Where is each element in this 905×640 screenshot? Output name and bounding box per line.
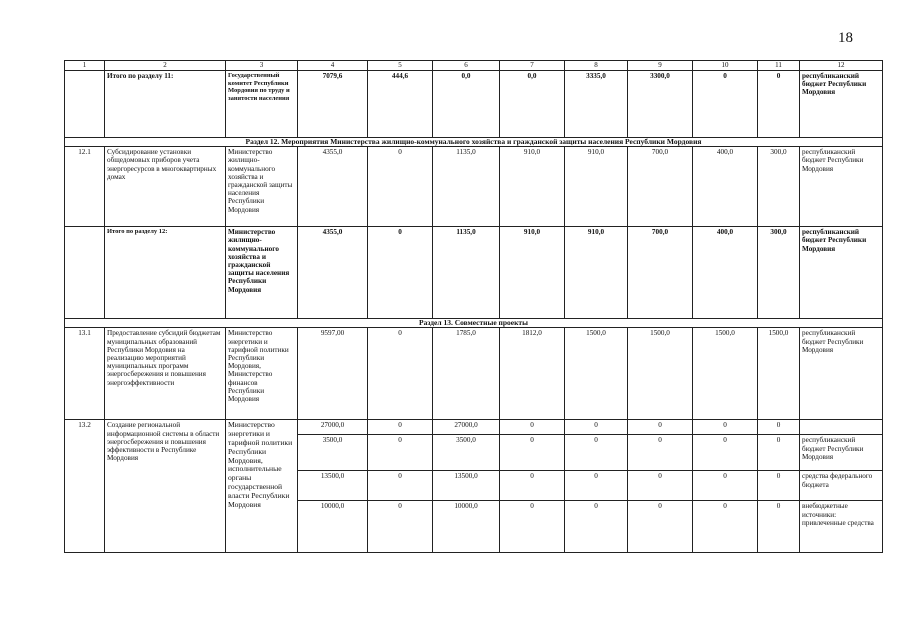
total-label: Итого по разделу 11: <box>105 71 226 138</box>
value-cell: 300,0 <box>758 147 800 227</box>
value-cell: 1500,0 <box>628 328 693 420</box>
funding-source-cell: республиканский бюджет Республики Мордовия <box>800 435 883 471</box>
value-cell: 0 <box>368 227 433 319</box>
activity-name: Создание региональной информационной системы в области энергосбережения и повышения эффективности в Республике Мордовия <box>105 420 226 553</box>
section-heading: Раздел 12. Мероприятия Министерства жилищно-коммунального хозяйства и гражданской защиты населения Республики Мордовия <box>65 138 883 147</box>
value-cell: 9597,00 <box>298 328 368 420</box>
value-cell: 0,0 <box>500 71 565 138</box>
value-cell: 700,0 <box>628 227 693 319</box>
activity-name: Субсидирование установки общедомовых приборов учета энергоресурсов в многоквартирных домах <box>105 147 226 227</box>
executor-cell: Министерство жилищно-коммунального хозяйства и гражданской защиты населения Республики Мордовия <box>226 147 298 227</box>
funding-source-cell: средства федерального бюджета <box>800 471 883 501</box>
section-13-heading-row <box>65 319 883 328</box>
value-cell: 1135,0 <box>433 147 500 227</box>
value-cell: 0 <box>758 420 800 435</box>
executor-cell: Министерство жилищно-коммунального хозяйства и гражданской защиты населения Республики Мордовия <box>226 227 298 319</box>
value-cell: 0 <box>758 501 800 553</box>
table-row <box>65 420 883 435</box>
value-cell: 1135,0 <box>433 227 500 319</box>
value-cell: 3300,0 <box>628 71 693 138</box>
value-cell: 0 <box>628 501 693 553</box>
value-cell: 700,0 <box>628 147 693 227</box>
value-cell: 0 <box>500 435 565 471</box>
value-cell: 0 <box>693 501 758 553</box>
value-cell: 1785,0 <box>433 328 500 420</box>
funding-source-cell: республиканский бюджет Республики Мордовия <box>800 71 883 138</box>
value-cell: 0,0 <box>433 71 500 138</box>
value-cell: 0 <box>368 471 433 501</box>
funding-source-cell: внебюджетные источники: привлеченные средства <box>800 501 883 553</box>
value-cell: 0 <box>368 501 433 553</box>
column-number: 7 <box>500 61 565 71</box>
executor-cell: Министерство энергетики и тарифной политики Республики Мордовия, исполнительные органы государственной власти Республики Мордовия <box>226 420 298 553</box>
value-cell: 4355,0 <box>298 227 368 319</box>
total-label: Итого по разделу 12: <box>105 227 226 319</box>
value-cell: 0 <box>565 420 628 435</box>
section-heading: Раздел 13. Совместные проекты <box>65 319 883 328</box>
value-cell: 0 <box>565 471 628 501</box>
column-number: 2 <box>105 61 226 71</box>
value-cell: 444,6 <box>368 71 433 138</box>
value-cell: 0 <box>368 147 433 227</box>
value-cell: 0 <box>565 501 628 553</box>
row-number: 13.2 <box>65 420 105 553</box>
funding-source-cell: республиканский бюджет Республики Мордовия <box>800 227 883 319</box>
value-cell: 400,0 <box>693 147 758 227</box>
funding-source-cell <box>800 420 883 435</box>
value-cell: 1812,0 <box>500 328 565 420</box>
value-cell: 0 <box>758 471 800 501</box>
value-cell: 0 <box>368 328 433 420</box>
row-number: 13.1 <box>65 328 105 420</box>
value-cell: 0 <box>628 471 693 501</box>
value-cell: 4355,0 <box>298 147 368 227</box>
row-number <box>65 71 105 138</box>
column-number: 9 <box>628 61 693 71</box>
column-number: 4 <box>298 61 368 71</box>
value-cell: 1500,0 <box>565 328 628 420</box>
value-cell: 27000,0 <box>433 420 500 435</box>
value-cell: 0 <box>758 435 800 471</box>
value-cell: 910,0 <box>565 147 628 227</box>
value-cell: 910,0 <box>500 147 565 227</box>
column-number: 11 <box>758 61 800 71</box>
program-table <box>64 60 883 553</box>
total-row-section-12 <box>65 227 883 319</box>
value-cell: 0 <box>500 501 565 553</box>
value-cell: 10000,0 <box>298 501 368 553</box>
value-cell: 0 <box>500 471 565 501</box>
value-cell: 0 <box>693 471 758 501</box>
value-cell: 0 <box>693 435 758 471</box>
value-cell: 0 <box>628 420 693 435</box>
value-cell: 10000,0 <box>433 501 500 553</box>
table-row <box>65 147 883 227</box>
row-number: 12.1 <box>65 147 105 227</box>
value-cell: 3335,0 <box>565 71 628 138</box>
activity-name: Предоставление субсидий бюджетам муниципальных образований Республики Мордовия на реализацию мероприятий муниципальных программ энергосбережения и повышения энергоэффективности <box>105 328 226 420</box>
value-cell: 0 <box>758 71 800 138</box>
column-number: 8 <box>565 61 628 71</box>
funding-source-cell: республиканский бюджет Республики Мордовия <box>800 328 883 420</box>
column-number: 12 <box>800 61 883 71</box>
value-cell: 7079,6 <box>298 71 368 138</box>
section-12-heading-row <box>65 138 883 147</box>
page-number: 18 <box>838 30 853 46</box>
funding-source-cell: республиканский бюджет Республики Мордовия <box>800 147 883 227</box>
value-cell: 13500,0 <box>298 471 368 501</box>
value-cell: 3500,0 <box>298 435 368 471</box>
table-row <box>65 328 883 420</box>
executor-cell: Государственный комитет Республики Мордовия по труду и занятости населения <box>226 71 298 138</box>
column-number: 3 <box>226 61 298 71</box>
value-cell: 13500,0 <box>433 471 500 501</box>
value-cell: 0 <box>628 435 693 471</box>
value-cell: 0 <box>565 435 628 471</box>
value-cell: 0 <box>368 420 433 435</box>
value-cell: 0 <box>500 420 565 435</box>
column-number: 5 <box>368 61 433 71</box>
value-cell: 1500,0 <box>693 328 758 420</box>
value-cell: 300,0 <box>758 227 800 319</box>
column-number: 10 <box>693 61 758 71</box>
value-cell: 0 <box>693 420 758 435</box>
value-cell: 0 <box>368 435 433 471</box>
column-number: 6 <box>433 61 500 71</box>
value-cell: 1500,0 <box>758 328 800 420</box>
value-cell: 910,0 <box>500 227 565 319</box>
executor-cell: Министерство энергетики и тарифной политики Республики Мордовия, Министерство финансов Республики Мордовия <box>226 328 298 420</box>
value-cell: 400,0 <box>693 227 758 319</box>
value-cell: 0 <box>693 71 758 138</box>
value-cell: 27000,0 <box>298 420 368 435</box>
value-cell: 3500,0 <box>433 435 500 471</box>
column-number: 1 <box>65 61 105 71</box>
row-number <box>65 227 105 319</box>
column-number-row <box>65 61 883 71</box>
value-cell: 910,0 <box>565 227 628 319</box>
total-row-section-11 <box>65 71 883 138</box>
